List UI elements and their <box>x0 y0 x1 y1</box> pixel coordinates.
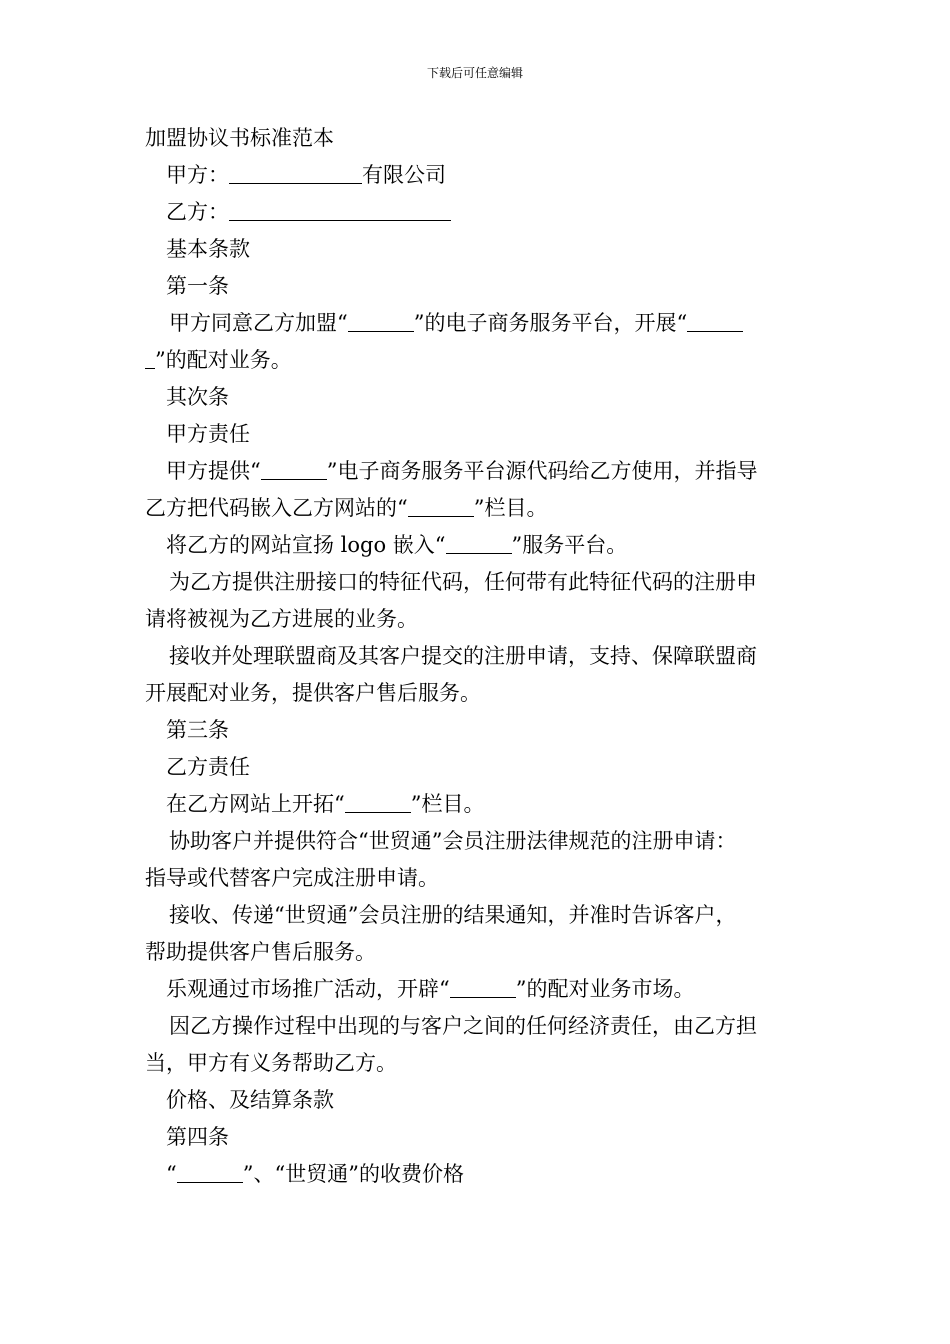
text-segment: ”的配对业务。 <box>155 348 292 372</box>
article-2-paragraph-1-line-2 <box>145 490 810 527</box>
article-2-paragraph-4-line-1: 接收并处理联盟商及其客户提交的注册申请，支持、保障联盟商 <box>169 644 757 668</box>
article-2-paragraph-4-line-2: 开展配对业务，提供客户售后服务。 <box>145 681 481 705</box>
article-3-paragraph-1 <box>145 786 810 823</box>
article-3-paragraph-2-line-2: 指导或代替客户完成注册申请。 <box>145 866 439 890</box>
article-2-paragraph-3-line-2: 请将被视为乙方进展的业务。 <box>145 607 418 631</box>
article-3-paragraph-4 <box>145 971 810 1008</box>
text-segment: ”栏目。 <box>410 792 485 816</box>
header-note: 下载后可任意编辑 <box>426 66 523 80</box>
fill-blank <box>687 305 743 332</box>
text-segment: ”电子商务服务平台源代码给乙方使用，并指导 <box>326 459 758 483</box>
text-segment: 将乙方的网站宣扬 logo 嵌入“ <box>166 533 446 557</box>
text-segment: 乙方把代码嵌入乙方网站的“ <box>145 496 408 520</box>
article-4-paragraph-1 <box>145 1156 810 1193</box>
article-4-heading: 第四条 <box>166 1125 229 1149</box>
fill-blank <box>446 527 512 554</box>
article-1-heading: 第一条 <box>166 274 229 298</box>
party-b-label: 乙方： <box>166 200 229 224</box>
party-a-label: 甲方： <box>166 163 229 187</box>
article-2-paragraph-1-line-1 <box>145 453 810 490</box>
fill-blank <box>450 971 516 998</box>
text-segment: 甲方同意乙方加盟“ <box>169 311 348 335</box>
fill-blank <box>145 342 155 369</box>
article-3-paragraph-5-line-1: 因乙方操作过程中出现的与客户之间的任何经济责任，由乙方担 <box>169 1014 757 1038</box>
party-a-blank <box>229 157 362 184</box>
text-segment: ”的配对业务市场。 <box>515 977 695 1001</box>
text-segment: ”服务平台。 <box>511 533 628 557</box>
fill-blank <box>261 453 327 480</box>
text-segment: 甲方提供“ <box>166 459 261 483</box>
party-a-line <box>145 157 810 194</box>
text-segment: ”、“世贸通”的收费价格 <box>242 1162 464 1186</box>
article-2-paragraph-2 <box>145 527 810 564</box>
article-1-paragraph-line-2 <box>145 342 810 379</box>
text-segment: 在乙方网站上开拓“ <box>166 792 345 816</box>
party-b-line <box>145 194 810 231</box>
article-3-subheading: 乙方责任 <box>166 755 250 779</box>
text-segment: ”栏目。 <box>473 496 548 520</box>
fill-blank <box>345 786 411 813</box>
party-a-suffix: 有限公司 <box>362 163 446 187</box>
article-1-paragraph-line-1 <box>145 305 810 342</box>
fill-blank <box>177 1156 243 1183</box>
article-2-subheading: 甲方责任 <box>166 422 250 446</box>
text-segment: ”的电子商务服务平台，开展“ <box>413 311 688 335</box>
document-body <box>145 120 810 1193</box>
fill-blank <box>408 490 474 517</box>
article-3-paragraph-3-line-2: 帮助提供客户售后服务。 <box>145 940 376 964</box>
fill-blank <box>348 305 414 332</box>
party-b-blank <box>229 194 451 221</box>
article-3-paragraph-5-line-2: 当，甲方有义务帮助乙方。 <box>145 1051 397 1075</box>
section-price-settlement: 价格、及结算条款 <box>166 1088 334 1112</box>
article-2-paragraph-3-line-1: 为乙方提供注册接口的特征代码，任何带有此特征代码的注册申 <box>169 570 757 594</box>
article-3-paragraph-3-line-1: 接收、传递“世贸通”会员注册的结果通知，并准时告诉客户， <box>169 903 737 927</box>
article-3-heading: 第三条 <box>166 718 229 742</box>
text-segment: 乐观通过市场推广活动，开辟“ <box>166 977 450 1001</box>
section-basic-terms: 基本条款 <box>166 237 250 261</box>
article-2-heading: 其次条 <box>166 385 229 409</box>
article-3-paragraph-2-line-1: 协助客户并提供符合“世贸通”会员注册法律规范的注册申请： <box>169 829 737 853</box>
text-segment: “ <box>166 1162 177 1186</box>
document-title: 加盟协议书标准范本 <box>145 126 334 150</box>
